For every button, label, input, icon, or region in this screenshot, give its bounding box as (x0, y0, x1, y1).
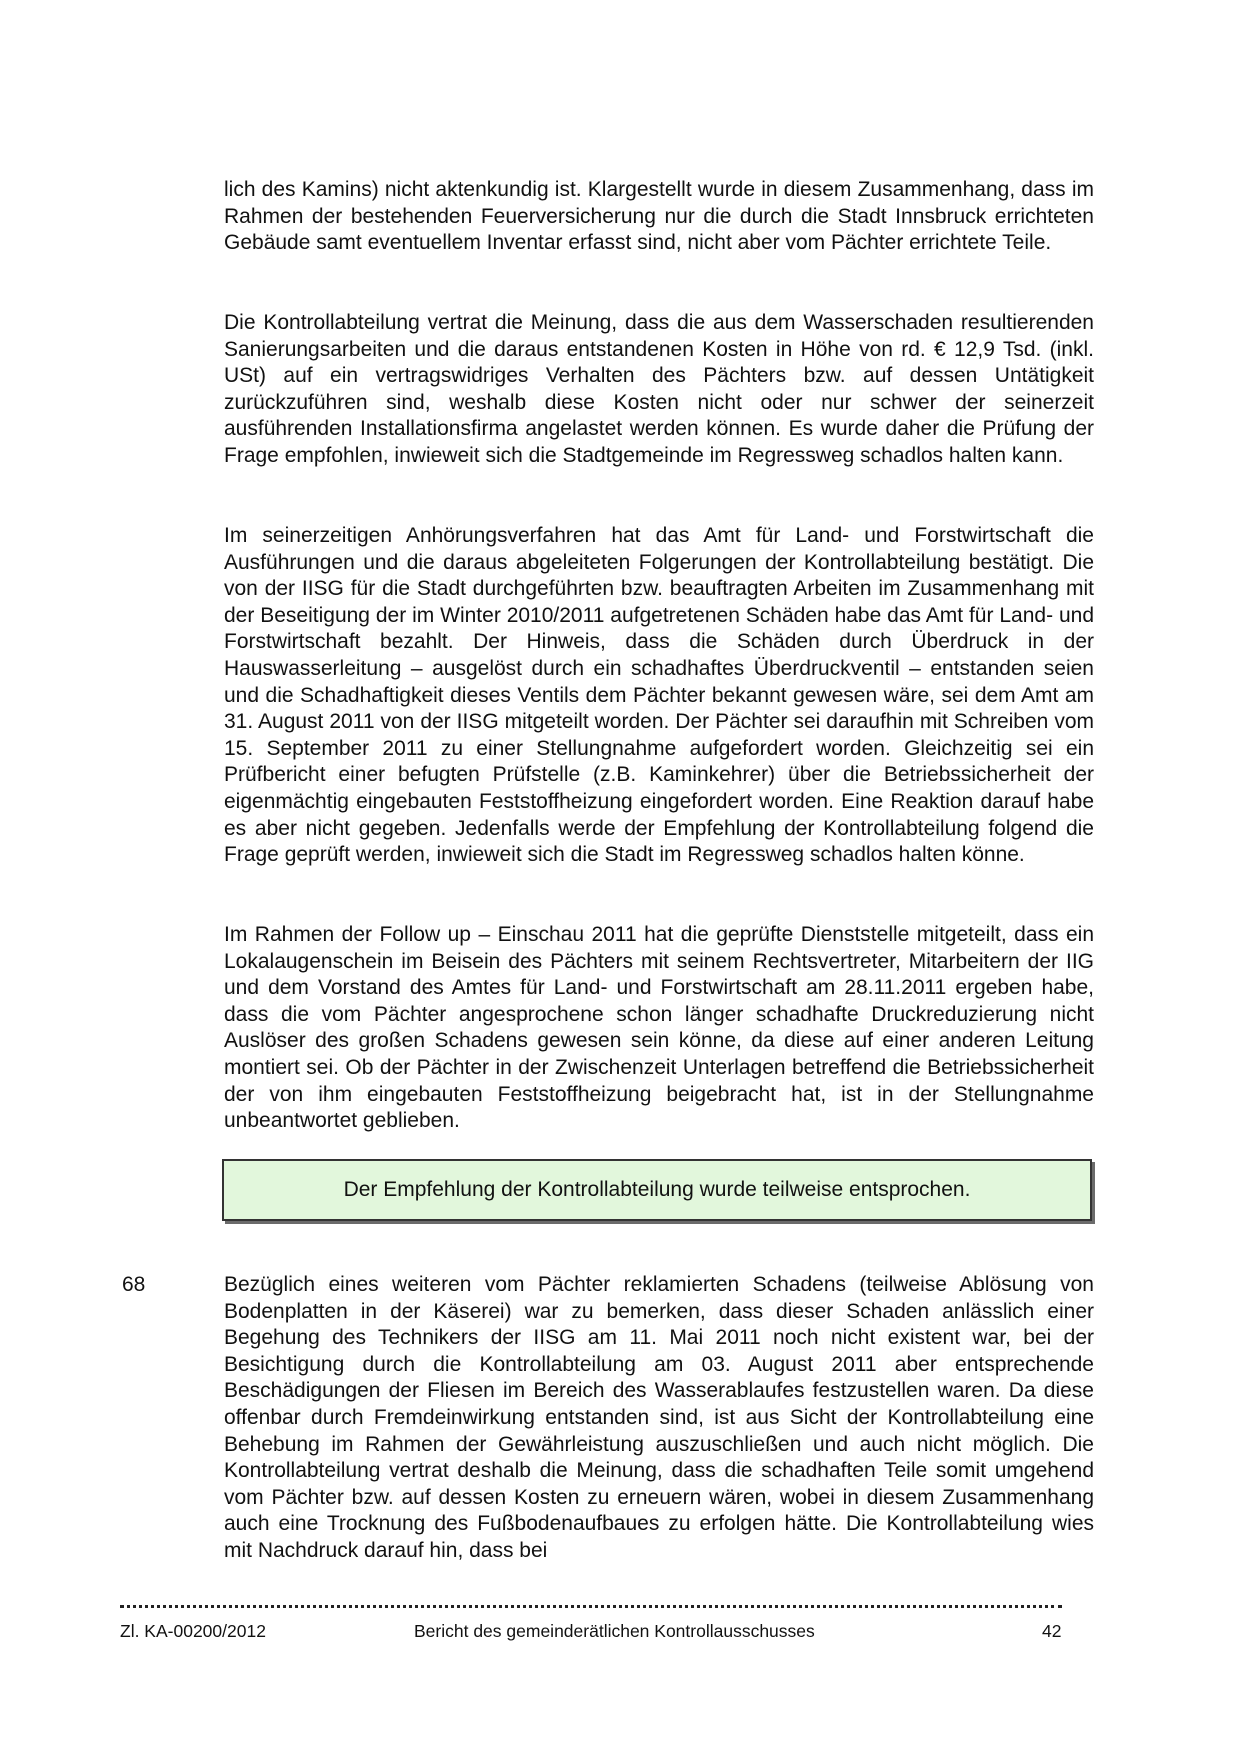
section-number: 68 (122, 1273, 146, 1296)
paragraph-water-damage-opinion: Die Kontrollabteilung vertrat die Meinung, dass die aus dem Wasserschaden resultierenden Sanierungsarbeiten und die daraus entstandenen Kosten in Höhe von rd. € 12,9 Tsd. (inkl. USt) auf ein vertragswidriges Verhalten des Pächters bzw. auf dessen Untätigkeit zurückzuführen sind, weshalb diese Kosten nicht oder nur schwer der seinerzeit ausführenden Installationsfirma angelastet werden können. Es wurde daher die Prüfung der Frage empfohlen, inwieweit sich die Stadtgemeinde im Regressweg schadlos halten kann. (224, 311, 1094, 467)
footer-divider (120, 1605, 1062, 1608)
paragraph-floor-tiles-damage: Bezüglich eines weiteren vom Pächter reklamierten Schadens (teilweise Ablösung von Bodenplatten in der Käserei) war zu bemerken, dass dieser Schaden anlässlich einer Begehung des Technikers der IISG am 11. Mai 2011 noch nicht existent war, bei der Besichtigung durch die Kontrollabteilung am 03. August 2011 aber entsprechende Beschädigungen der Fliesen im Bereich des Wasserablaufes festzustellen waren. Da diese offenbar durch Fremdeinwirkung entstanden sind, ist aus Sicht der Kontrollabteilung eine Behebung im Rahmen der Gewährleistung auszuschließen und auch nicht möglich. Die Kontrollabteilung vertrat deshalb die Meinung, dass die schadhaften Teile somit umgehend vom Pächter bzw. auf dessen Kosten zu erneuern wären, wobei in diesem Zusammenhang auch eine Trocknung des Fußbodenaufbaues zu erfolgen hätte. Die Kontrollabteilung wies mit Nachdruck darauf hin, dass bei (224, 1273, 1094, 1562)
footer-title: Bericht des gemeinderätlichen Kontrollausschusses (414, 1621, 815, 1641)
recommendation-status-text: Der Empfehlung der Kontrollabteilung wurde teilweise entsprochen. (343, 1178, 971, 1201)
page-number: 42 (1042, 1621, 1062, 1641)
paragraph-continuation: lich des Kamins) nicht aktenkundig ist. Klargestellt wurde in diesem Zusammenhang, dass im Rahmen der bestehenden Feuerversicherung nur die durch die Stadt Innsbruck errichteten Gebäude samt eventuellem Inventar erfasst sind, nicht aber vom Pächter errichtete Teile. (224, 178, 1094, 255)
paragraph-follow-up: Im Rahmen der Follow up – Einschau 2011 hat die geprüfte Dienststelle mitgeteilt, dass ein Lokalaugenschein im Beisein des Pächters mit seinem Rechtsvertreter, Mitarbeitern der IIG und dem Vorstand des Amtes für Land- und Forstwirtschaft am 28.11.2011 ergeben habe, dass die vom Pächter angesprochene schon länger schadhafte Druckreduzierung nicht Auslöser des großen Schadens gewesen sein könne, da diese auf einer anderen Leitung montiert sei. Ob der Pächter in der Zwischenzeit Unterlagen betreffend die Betriebssicherheit der von ihm eingebauten Feststoffheizung beigebracht hat, ist in der Stellungnahme unbeantwortet geblieben. (224, 923, 1094, 1133)
footer-reference: Zl. KA-00200/2012 (120, 1621, 266, 1641)
paragraph-hearing-procedure: Im seinerzeitigen Anhörungsverfahren hat das Amt für Land- und Forstwirtschaft die Ausführungen und die daraus abgeleiteten Folgerungen der Kontrollabteilung bestätigt. Die von der IISG für die Stadt durchgeführten bzw. beauftragten Arbeiten im Zusammenhang mit der Beseitigung der im Winter 2010/2011 aufgetretenen Schäden habe das Amt für Land- und Forstwirtschaft bezahlt. Der Hinweis, dass die Schäden durch Überdruck in der Hauswasserleitung – ausgelöst durch ein schadhaftes Überdruckventil – entstanden seien und die Schadhaftigkeit dieses Ventils dem Pächter bekannt gewesen wäre, sei dem Amt am 31. August 2011 von der IISG mitgeteilt worden. Der Pächter sei daraufhin mit Schreiben vom 15. September 2011 zu einer Stellungnahme aufgefordert worden. Gleichzeitig sei ein Prüfbericht einer befugten Prüfstelle (z.B. Kaminkehrer) über die Betriebssicherheit der eigenmächtig eingebauten Feststoffheizung eingefordert worden. Eine Reaktion darauf habe es aber nicht gegeben. Jedenfalls werde der Empfehlung der Kontrollabteilung folgend die Frage geprüft werden, inwieweit sich die Stadt im Regressweg schadlos halten könne. (224, 524, 1094, 867)
recommendation-status-box (222, 1159, 1092, 1221)
